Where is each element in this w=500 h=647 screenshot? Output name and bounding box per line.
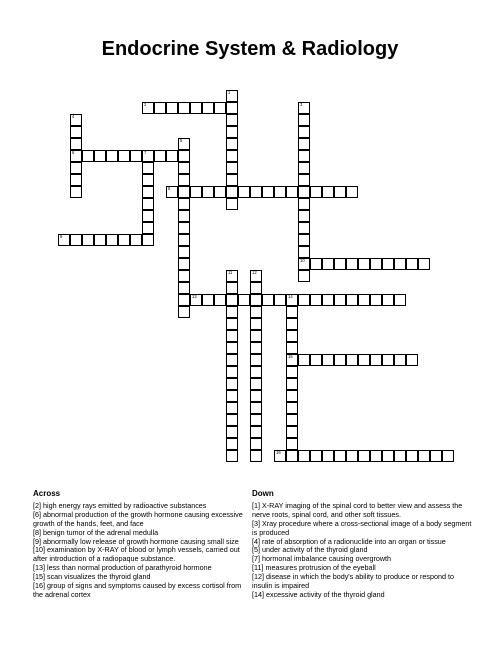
clue-number: [15] — [33, 572, 45, 582]
clue-number: [6] — [33, 509, 41, 519]
grid-cell[interactable] — [178, 234, 190, 246]
grid-cell[interactable] — [250, 342, 262, 354]
grid-cell[interactable] — [250, 306, 262, 318]
grid-cell[interactable] — [418, 450, 430, 462]
grid-cell[interactable] — [298, 258, 310, 270]
grid-cell[interactable] — [250, 294, 262, 306]
grid-cell[interactable] — [250, 270, 262, 282]
grid-cell[interactable] — [406, 258, 418, 270]
grid-cell[interactable] — [334, 258, 346, 270]
grid-cell[interactable] — [94, 234, 106, 246]
grid-cell[interactable] — [226, 390, 238, 402]
cell-number: 5 — [180, 138, 183, 143]
grid-cell[interactable] — [226, 378, 238, 390]
grid-cell[interactable] — [322, 258, 334, 270]
cell-number: 14 — [288, 294, 293, 299]
grid-cell[interactable] — [394, 258, 406, 270]
grid-cell[interactable] — [70, 162, 82, 174]
cell-number: 10 — [300, 258, 305, 263]
grid-cell[interactable] — [226, 150, 238, 162]
grid-cell[interactable] — [322, 450, 334, 462]
grid-cell[interactable] — [178, 150, 190, 162]
cell-number: 1 — [228, 90, 231, 95]
grid-cell[interactable] — [226, 126, 238, 138]
grid-cell[interactable] — [250, 390, 262, 402]
grid-cell[interactable] — [226, 162, 238, 174]
clue-number: [1] — [252, 500, 260, 510]
grid-cell[interactable] — [298, 210, 310, 222]
grid-cell[interactable] — [238, 186, 250, 198]
cell-number: 16 — [276, 450, 281, 455]
down-clue-list — [252, 502, 474, 600]
grid-cell[interactable] — [70, 234, 82, 246]
grid-cell[interactable] — [370, 450, 382, 462]
grid-cell[interactable] — [250, 282, 262, 294]
grid-cell[interactable] — [142, 102, 154, 114]
grid-cell[interactable] — [406, 450, 418, 462]
grid-cell[interactable] — [346, 354, 358, 366]
grid-cell[interactable] — [286, 342, 298, 354]
across-clue-list — [33, 502, 251, 600]
clue-number: [4] — [252, 536, 260, 546]
cell-number: 9 — [60, 234, 63, 239]
clue-number: [12] — [252, 572, 264, 582]
grid-cell[interactable] — [286, 414, 298, 426]
grid-cell[interactable] — [190, 102, 202, 114]
grid-cell[interactable] — [370, 258, 382, 270]
grid-cell[interactable] — [130, 150, 142, 162]
clue-text: abnormal production of the growth hormone causing excessive growth of the hands, feet, and face — [33, 509, 243, 528]
cell-number: 7 — [144, 150, 147, 155]
grid-cell[interactable] — [178, 282, 190, 294]
grid-cell[interactable] — [310, 450, 322, 462]
clue-text: examination by X-RAY of blood or lymph vessels, carried out after introduction of a radiopaque substance. — [33, 545, 240, 564]
grid-cell[interactable] — [274, 294, 286, 306]
grid-cell[interactable] — [358, 258, 370, 270]
grid-cell[interactable] — [322, 186, 334, 198]
grid-cell[interactable] — [298, 354, 310, 366]
grid-cell[interactable] — [286, 354, 298, 366]
grid-cell[interactable] — [154, 102, 166, 114]
grid-cell[interactable] — [382, 450, 394, 462]
cell-number: 12 — [252, 270, 257, 275]
grid-cell[interactable] — [346, 450, 358, 462]
grid-cell[interactable] — [334, 186, 346, 198]
grid-cell[interactable] — [334, 354, 346, 366]
grid-cell[interactable] — [142, 222, 154, 234]
grid-cell[interactable] — [394, 294, 406, 306]
grid-cell[interactable] — [142, 210, 154, 222]
grid-cell[interactable] — [310, 186, 322, 198]
clue-number: [10] — [33, 545, 45, 555]
cell-number: 8 — [168, 186, 171, 191]
across-clues — [33, 490, 251, 600]
grid-cell[interactable] — [178, 246, 190, 258]
grid-cell[interactable] — [226, 270, 238, 282]
grid-cell[interactable] — [70, 150, 82, 162]
grid-cell[interactable] — [346, 186, 358, 198]
grid-cell[interactable] — [58, 234, 70, 246]
clue-text: Xray procedure where a cross-sectional image of a body segment is produced — [252, 518, 472, 537]
grid-cell[interactable] — [178, 102, 190, 114]
down-clues — [252, 490, 474, 600]
clue-text: X-RAY imaging of the spinal cord to better view and assess the nerve roots, spinal cord, and other soft tissues. — [252, 500, 463, 519]
grid-cell[interactable] — [166, 186, 178, 198]
clue-number: [7] — [252, 554, 260, 564]
grid-cell[interactable] — [178, 210, 190, 222]
down-clue — [252, 591, 474, 600]
grid-cell[interactable] — [406, 354, 418, 366]
grid-cell[interactable] — [322, 354, 334, 366]
cell-number: 4 — [72, 114, 75, 119]
grid-cell[interactable] — [82, 234, 94, 246]
clue-number: [3] — [252, 518, 260, 528]
grid-cell[interactable] — [298, 102, 310, 114]
grid-cell[interactable] — [286, 438, 298, 450]
grid-cell[interactable] — [118, 150, 130, 162]
clue-number: [13] — [33, 563, 45, 573]
grid-cell[interactable] — [382, 294, 394, 306]
grid-cell[interactable] — [226, 102, 238, 114]
grid-cell[interactable] — [346, 294, 358, 306]
grid-cell[interactable] — [178, 306, 190, 318]
grid-cell[interactable] — [226, 330, 238, 342]
grid-cell[interactable] — [418, 258, 430, 270]
grid-cell[interactable] — [358, 354, 370, 366]
down-heading: Down — [252, 489, 274, 498]
grid-cell[interactable] — [262, 294, 274, 306]
grid-cell[interactable] — [250, 438, 262, 450]
grid-cell[interactable] — [310, 258, 322, 270]
grid-cell[interactable] — [178, 174, 190, 186]
grid-cell[interactable] — [310, 354, 322, 366]
grid-cell[interactable] — [298, 162, 310, 174]
grid-cell[interactable] — [298, 234, 310, 246]
grid-cell[interactable] — [70, 186, 82, 198]
grid-cell[interactable] — [226, 294, 238, 306]
grid-cell[interactable] — [286, 378, 298, 390]
clue-number: [9] — [33, 536, 41, 546]
grid-cell[interactable] — [334, 294, 346, 306]
grid-cell[interactable] — [238, 294, 250, 306]
across-clue — [33, 546, 251, 564]
grid-cell[interactable] — [274, 186, 286, 198]
grid-cell[interactable] — [382, 258, 394, 270]
grid-cell[interactable] — [166, 102, 178, 114]
grid-cell[interactable] — [286, 318, 298, 330]
cell-number: 6 — [72, 150, 75, 155]
grid-cell[interactable] — [142, 186, 154, 198]
grid-cell[interactable] — [250, 378, 262, 390]
clue-text: less than normal production of parathyroid hormone — [45, 563, 212, 573]
grid-cell[interactable] — [226, 438, 238, 450]
grid-cell[interactable] — [130, 234, 142, 246]
grid-cell[interactable] — [310, 294, 322, 306]
grid-cell[interactable] — [358, 450, 370, 462]
grid-cell[interactable] — [214, 102, 226, 114]
grid-cell[interactable] — [250, 450, 262, 462]
grid-cell[interactable] — [298, 150, 310, 162]
grid-cell[interactable] — [226, 414, 238, 426]
grid-cell[interactable] — [298, 174, 310, 186]
grid-cell[interactable] — [214, 294, 226, 306]
grid-cell[interactable] — [346, 258, 358, 270]
grid-cell[interactable] — [178, 258, 190, 270]
clue-number: [5] — [252, 545, 260, 555]
grid-cell[interactable] — [142, 234, 154, 246]
clue-text: under activity of the thyroid gland — [260, 545, 368, 555]
grid-cell[interactable] — [178, 186, 190, 198]
grid-cell[interactable] — [334, 450, 346, 462]
grid-cell[interactable] — [358, 294, 370, 306]
grid-cell[interactable] — [298, 246, 310, 258]
down-clue — [252, 502, 474, 520]
grid-cell[interactable] — [70, 138, 82, 150]
grid-cell[interactable] — [142, 174, 154, 186]
grid-cell[interactable] — [298, 222, 310, 234]
grid-cell[interactable] — [178, 138, 190, 150]
grid-cell[interactable] — [298, 186, 310, 198]
grid-cell[interactable] — [226, 198, 238, 210]
cell-number: 11 — [228, 270, 233, 275]
grid-cell[interactable] — [142, 150, 154, 162]
clue-number: [16] — [33, 581, 45, 591]
grid-cell[interactable] — [250, 354, 262, 366]
clue-text: measures protrusion of the eyeball — [263, 563, 376, 573]
across-clue — [33, 582, 251, 600]
grid-cell[interactable] — [250, 414, 262, 426]
grid-cell[interactable] — [286, 450, 298, 462]
grid-cell[interactable] — [70, 126, 82, 138]
grid-cell[interactable] — [286, 186, 298, 198]
clue-text: group of signs and symptoms caused by excess cortisol from the adrenal cortex — [33, 581, 242, 599]
grid-cell[interactable] — [382, 354, 394, 366]
grid-cell[interactable] — [202, 186, 214, 198]
grid-cell[interactable] — [118, 234, 130, 246]
grid-cell[interactable] — [154, 150, 166, 162]
cell-number: 3 — [300, 102, 303, 107]
grid-cell[interactable] — [178, 294, 190, 306]
grid-cell[interactable] — [298, 270, 310, 282]
grid-cell[interactable] — [250, 366, 262, 378]
grid-cell[interactable] — [226, 354, 238, 366]
grid-cell[interactable] — [226, 90, 238, 102]
grid-cell[interactable] — [430, 450, 442, 462]
clue-text: high energy rays emitted by radioactive substances — [41, 500, 207, 510]
grid-cell[interactable] — [286, 366, 298, 378]
clue-text: benign tumor of the adrenal medulla — [41, 527, 159, 537]
grid-cell[interactable] — [226, 426, 238, 438]
grid-cell[interactable] — [226, 174, 238, 186]
grid-cell[interactable] — [286, 390, 298, 402]
clue-text: hormonal imbalance causing overgrowth — [260, 554, 392, 564]
grid-cell[interactable] — [298, 198, 310, 210]
cell-number: 2 — [144, 102, 147, 107]
cell-number: 13 — [192, 294, 197, 299]
grid-cell[interactable] — [226, 366, 238, 378]
clue-number: [8] — [33, 527, 41, 537]
clue-text: excessive activity of the thyroid gland — [264, 589, 385, 599]
grid-cell[interactable] — [286, 294, 298, 306]
grid-cell[interactable] — [262, 186, 274, 198]
grid-cell[interactable] — [286, 330, 298, 342]
clue-text: scan visualizes the thyroid gland — [45, 572, 151, 582]
grid-cell[interactable] — [166, 150, 178, 162]
grid-cell[interactable] — [178, 162, 190, 174]
grid-cell[interactable] — [106, 234, 118, 246]
grid-cell[interactable] — [178, 198, 190, 210]
clue-text: abnormally low release of growth hormone causing small size — [41, 536, 239, 546]
grid-cell[interactable] — [370, 294, 382, 306]
grid-cell[interactable] — [142, 162, 154, 174]
grid-cell[interactable] — [202, 294, 214, 306]
grid-cell[interactable] — [226, 138, 238, 150]
clue-text: rate of absorption of a radionuclide into an organ or tissue — [260, 536, 446, 546]
grid-cell[interactable] — [226, 402, 238, 414]
grid-cell[interactable] — [394, 450, 406, 462]
down-clue — [252, 573, 474, 591]
puzzle-title: Endocrine System & Radiology — [101, 38, 399, 60]
grid-cell[interactable] — [226, 318, 238, 330]
grid-cell[interactable] — [70, 114, 82, 126]
grid-cell[interactable] — [190, 186, 202, 198]
across-heading: Across — [33, 489, 61, 498]
grid-cell[interactable] — [286, 402, 298, 414]
grid-cell[interactable] — [298, 114, 310, 126]
clue-number: [11] — [252, 563, 264, 573]
down-clue — [252, 520, 474, 538]
cell-number: 15 — [288, 354, 293, 359]
grid-cell[interactable] — [250, 330, 262, 342]
grid-cell[interactable] — [370, 354, 382, 366]
grid-cell[interactable] — [394, 354, 406, 366]
grid-cell[interactable] — [298, 126, 310, 138]
grid-cell[interactable] — [226, 450, 238, 462]
grid-cell[interactable] — [106, 150, 118, 162]
grid-cell[interactable] — [142, 198, 154, 210]
grid-cell[interactable] — [298, 450, 310, 462]
grid-cell[interactable] — [202, 102, 214, 114]
grid-cell[interactable] — [298, 294, 310, 306]
grid-cell[interactable] — [82, 150, 94, 162]
grid-cell[interactable] — [226, 114, 238, 126]
grid-cell[interactable] — [322, 294, 334, 306]
clue-text: disease in which the body's ability to produce or respond to insulin is impaired — [252, 572, 454, 591]
grid-cell[interactable] — [226, 306, 238, 318]
grid-cell[interactable] — [250, 186, 262, 198]
grid-cell[interactable] — [178, 270, 190, 282]
grid-cell[interactable] — [442, 450, 454, 462]
grid-cell[interactable] — [94, 150, 106, 162]
grid-cell[interactable] — [190, 294, 202, 306]
grid-cell[interactable] — [226, 342, 238, 354]
grid-cell[interactable] — [250, 402, 262, 414]
grid-cell[interactable] — [226, 282, 238, 294]
grid-cell[interactable] — [70, 174, 82, 186]
clue-number: [14] — [252, 589, 264, 599]
grid-cell[interactable] — [286, 306, 298, 318]
grid-cell[interactable] — [226, 186, 238, 198]
grid-cell[interactable] — [274, 450, 286, 462]
grid-cell[interactable] — [286, 426, 298, 438]
clue-number: [2] — [33, 500, 41, 510]
grid-cell[interactable] — [298, 138, 310, 150]
grid-cell[interactable] — [250, 426, 262, 438]
grid-cell[interactable] — [178, 222, 190, 234]
grid-cell[interactable] — [250, 318, 262, 330]
grid-cell[interactable] — [214, 186, 226, 198]
across-clue — [33, 511, 251, 529]
